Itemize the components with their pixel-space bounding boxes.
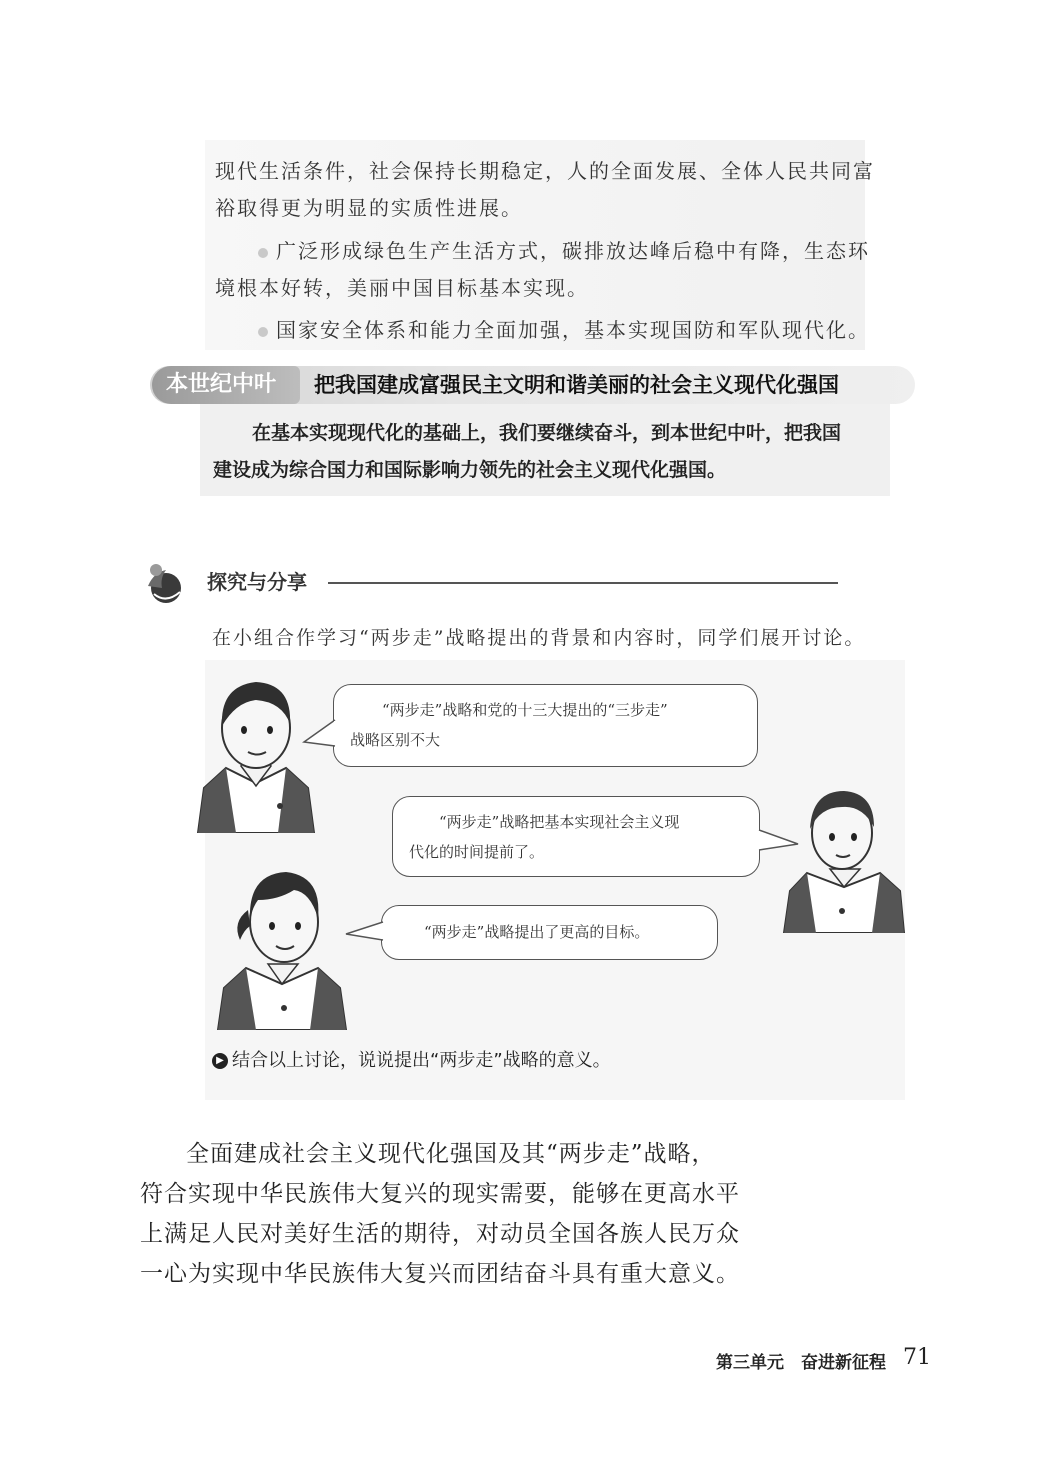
question-text: 结合以上讨论，说说提出“两步走”战略的意义。 [232, 1050, 611, 1071]
bubble-text: “两步走”战略提出了更高的目标。 [424, 923, 650, 941]
section-body-line: 在基本实现现代化的基础上，我们要继续奋斗，到本世纪中叶，把我国 [252, 422, 842, 444]
divider [328, 582, 838, 584]
explore-share-icon [140, 558, 188, 606]
paragraph-line: 全面建成社会主义现代化强国及其“两步走”战略， [186, 1141, 716, 1167]
main-paragraph [140, 1134, 740, 1294]
bubble-pointer [344, 920, 384, 942]
bubble-text: “两步走”战略把基本实现社会主义现 [439, 813, 680, 831]
bullet-item [258, 235, 870, 264]
explore-intro: 在小组合作学习“两步走”战略提出的背景和内容时，同学们展开讨论。 [212, 627, 866, 649]
student-girl-left-illustration [214, 860, 350, 1030]
discussion-question [212, 1046, 611, 1072]
student-boy-illustration [196, 668, 316, 833]
speech-bubble-3 [381, 905, 718, 960]
speech-bubble-2 [392, 796, 760, 877]
section-title: 把我国建成富强民主文明和谐美丽的社会主义现代化强国 [314, 373, 839, 397]
footer-unit-title: 第三单元 奋进新征程 [716, 1353, 886, 1373]
bubble-text: “两步走”战略和党的十三大提出的“三步走” [382, 701, 668, 719]
paragraph-line: 上满足人民对美好生活的期待，对动员全国各族人民万众 [140, 1221, 740, 1247]
text-line: 现代生活条件，社会保持长期稳定，人的全面发展、全体人民共同富 [215, 159, 875, 183]
paragraph-line: 符合实现中华民族伟大复兴的现实需要，能够在更高水平 [140, 1181, 740, 1207]
bubble-text: 代化的时间提前了。 [409, 843, 545, 861]
explore-title: 探究与分享 [207, 570, 307, 594]
bullet-item [258, 314, 870, 343]
text-line: 裕取得更为明显的实质性进展。 [215, 196, 523, 220]
paragraph-line: 一心为实现中华民族伟大复兴而团结奋斗具有重大意义。 [140, 1261, 740, 1287]
bullet-text: 广泛形成绿色生产生活方式，碳排放达峰后稳中有降，生态环 [276, 239, 870, 263]
bubble-pointer [302, 718, 336, 748]
page-number: 71 [903, 1345, 931, 1370]
bullet-icon [258, 248, 268, 258]
play-icon: ▶ [212, 1053, 228, 1069]
section-body-line: 建设成为综合国力和国际影响力领先的社会主义现代化强国。 [213, 459, 727, 481]
bubble-text: 战略区别不大 [350, 731, 441, 749]
speech-bubble-1 [333, 684, 758, 767]
student-girl-right-illustration [782, 783, 907, 933]
text-line: 境根本好转，美丽中国目标基本实现。 [215, 276, 589, 300]
bullet-text: 国家安全体系和能力全面加强，基本实现国防和军队现代化。 [276, 318, 870, 342]
bullet-icon [258, 327, 268, 337]
section-tag: 本世纪中叶 [152, 366, 300, 404]
